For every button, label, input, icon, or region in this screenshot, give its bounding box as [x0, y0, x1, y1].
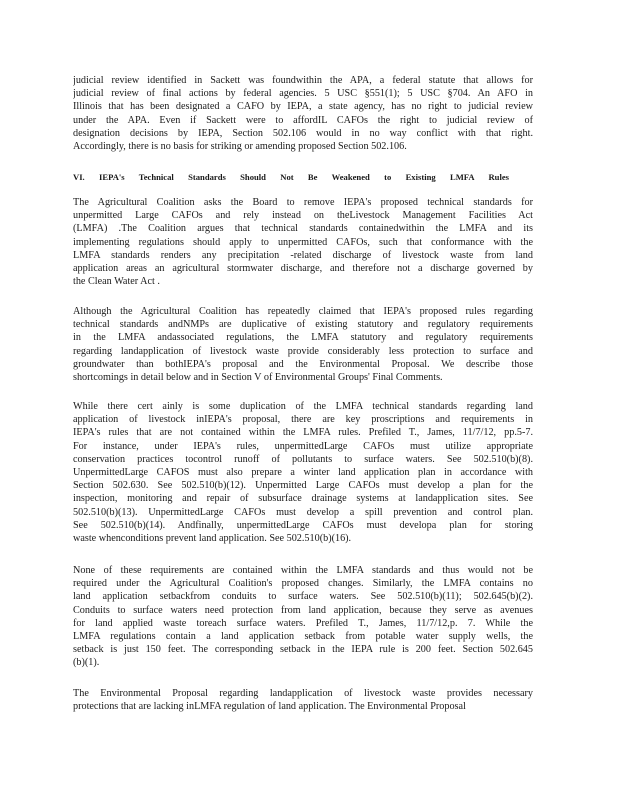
text-line: groundwater than bothIEPA's proposal and the Environmental Proposal. We describe those [73, 358, 533, 370]
text-line: None of these requirements are contained within the LMFA standards and thus would not be [73, 565, 533, 576]
text-line: The Agricultural Coalition asks the Board to remove IEPA's proposed technical standards for [73, 197, 533, 208]
text-line: protections that are lacking inLMFA regulation of land application. The Environmental Proposal [73, 701, 466, 713]
text-line: land application setbackfrom conduits to surface waters. See 502.510(b)(11); 502.645(b)(2). [73, 591, 533, 603]
text-line: application of livestock inIEPA's proposal, there are key proscriptions and requirements in [73, 414, 533, 426]
text-line: application areas an agricultural stormwater discharge, and therefore not a discharge governed by [73, 263, 533, 274]
text-line: Although the Agricultural Coalition has repeatedly claimed that IEPA's proposed rules regarding [73, 306, 533, 317]
text-line: UnpermittedLarge CAFOS must also prepare a winter land application plan in accordance with [73, 467, 533, 478]
text-line: While there cert ainly is some duplication of the LMFA technical standards regarding land [73, 401, 533, 412]
text-line: (b)(1). [73, 657, 100, 669]
text-line: setback is just 150 feet. The corresponding setback in the IEPA rule is 200 feet. Section 502.645 [73, 644, 533, 656]
text-line: 502.510(b)(13). UnpermittedLarge CAFOs must develop a spill prevention and control plan. [73, 506, 533, 518]
text-line: For instance, under IEPA's rules, unpermittedLarge CAFOs must utilize appropriate [73, 440, 533, 452]
text-line: The Environmental Proposal regarding landapplication of livestock waste provides necessary [73, 688, 533, 699]
text-line: waste whenconditions prevent land application. See 502.510(b)(16). [73, 533, 352, 544]
text-line: LMFA regulations contain a land application setback from potable water supply wells, the [73, 631, 533, 642]
text-line: under the APA. Even if Sackett were to affordIL CAFOs the right to judicial review of [73, 114, 533, 126]
text-line: Section 502.630. See 502.510(b)(12). Unpermitted Large CAFOs must develop a plan for the [73, 480, 533, 492]
text-line: in the LMFA andassociated regulations, the LMFA statutory and regulatory requirements [73, 332, 533, 344]
text-line: IEPA's rules that are not contained within the LMFA rules. Prefiled T., James, 11/7/12, pp.5-7. [73, 427, 533, 439]
text-line: regarding landapplication of livestock waste provide considerably less protection to surface and [73, 345, 533, 357]
text-line: Accordingly, there is no basis for striking or amending proposed Section 502.106. [73, 141, 407, 152]
text-line: for land applied waste toreach surface waters. Prefiled T., James, 11/7/12,p. 7. While the [73, 617, 533, 629]
text-line: judicial review identified in Sackett was foundwithin the APA, a federal statute that allows for [73, 75, 533, 86]
heading-line: VI. IEPA's Technical Standards Should Not Be Weakened to Existing LMFA Rules [73, 172, 509, 182]
text-line: designation decisions by IEPA, Section 502.106 would in no way conflict with that right. [73, 127, 533, 139]
text-line: judicial review of final actions by federal agencies. 5 USC §551(1); 5 USC §704. An AFO in [73, 88, 533, 100]
text-line: Conduits to surface waters need protection from land application, because they serve as avenues [73, 604, 533, 616]
text-line: LMFA standards renders any precipitation -related discharge of livestock waste from land [73, 249, 533, 261]
text-line: conservation practices tocontrol runoff of pollutants to surface waters. See 502.510(b)(8). [73, 453, 533, 465]
text-line: inspection, monitoring and repair of subsurface drainage systems at landapplication sites. See [73, 493, 533, 505]
text-line: unpermitted Large CAFOs and rely instead on theLivestock Management Facilities Act [73, 210, 533, 222]
text-line: Illinois that has been designated a CAFO by IEPA, a state agency, has no right to judicial review [73, 101, 533, 113]
text-line: technical standards andNMPs are duplicative of existing statutory and regulatory requirements [73, 319, 533, 331]
text-line: shortcomings in detail below and in Section V of Environmental Groups' Final Comments. [73, 372, 443, 383]
text-line: implementing regulations should apply to unpermitted CAFOs, such that conformance with the [73, 236, 533, 248]
text-line: See 502.510(b)(14). Andfinally, unpermittedLarge CAFOs must developa plan for storing [73, 519, 533, 531]
text-line: required under the Agricultural Coalition's proposed changes. Similarly, the LMFA contains no [73, 578, 533, 590]
text-line: (LMFA) .The Coalition argues that technical standards containedwithin the LMFA and its [73, 223, 533, 235]
text-line: the Clean Water Act . [73, 276, 160, 288]
